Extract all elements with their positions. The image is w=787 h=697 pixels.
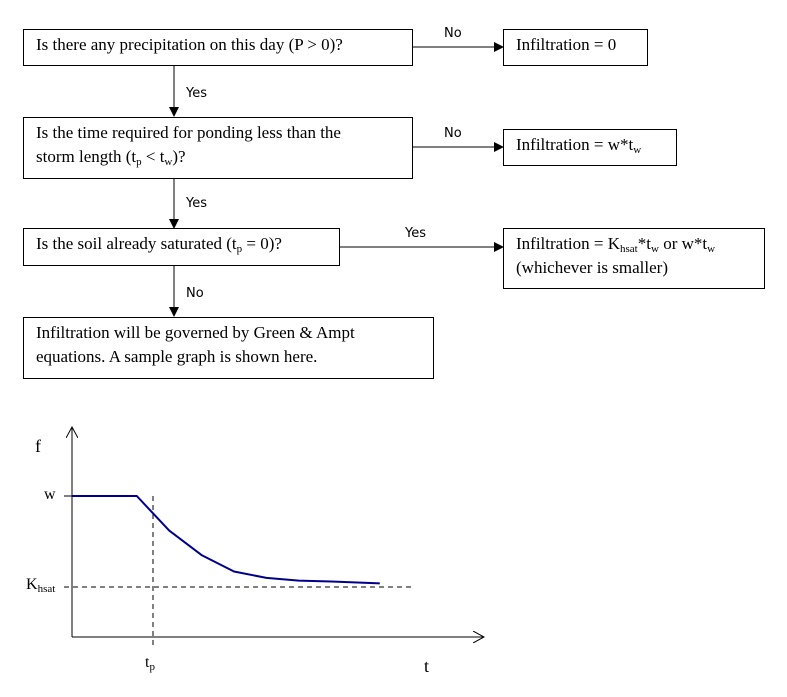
label-no-saturated: No (186, 286, 204, 301)
result-zero-text: Infiltration = 0 (516, 35, 617, 54)
question-ponding-line2: storm length $(t_p < t_w)$? (36, 147, 186, 168)
result-smaller-line2: (whichever is smaller) (516, 258, 668, 277)
label-no-ponding: No (444, 126, 462, 141)
question-saturated-text: Is the soil already saturated $(t_p = 0)$? (36, 234, 282, 255)
green-ampt-line2: equations. A sample graph is shown here. (36, 347, 318, 366)
result-smaller-line1: Infiltration = $K_{hsat}*t_w$ or $w*t_w$ (516, 234, 716, 255)
question-ponding-line1: Is the time required for ponding less than the (36, 123, 341, 142)
label-yes-precip: Yes (186, 86, 207, 101)
label-no-precip: No (444, 26, 462, 41)
y-axis-label: f (35, 436, 41, 456)
label-yes-ponding: Yes (186, 196, 207, 211)
question-precipitation-text: Is there any precipitation on this day (P > 0)? (36, 35, 343, 54)
result-wtw-text: Infiltration = $w*t_w$ (516, 135, 642, 156)
x-axis-label: t (424, 656, 430, 676)
green-ampt-line1: Infiltration will be governed by Green & Ampt (36, 323, 355, 342)
y-tick-w: w (44, 486, 56, 503)
x-tick-tp: $t_p$ (145, 654, 155, 673)
label-yes-saturated: Yes (405, 226, 426, 241)
y-tick-khsat: $K_{hsat}$ (26, 576, 56, 595)
infiltration-curve (72, 496, 380, 583)
